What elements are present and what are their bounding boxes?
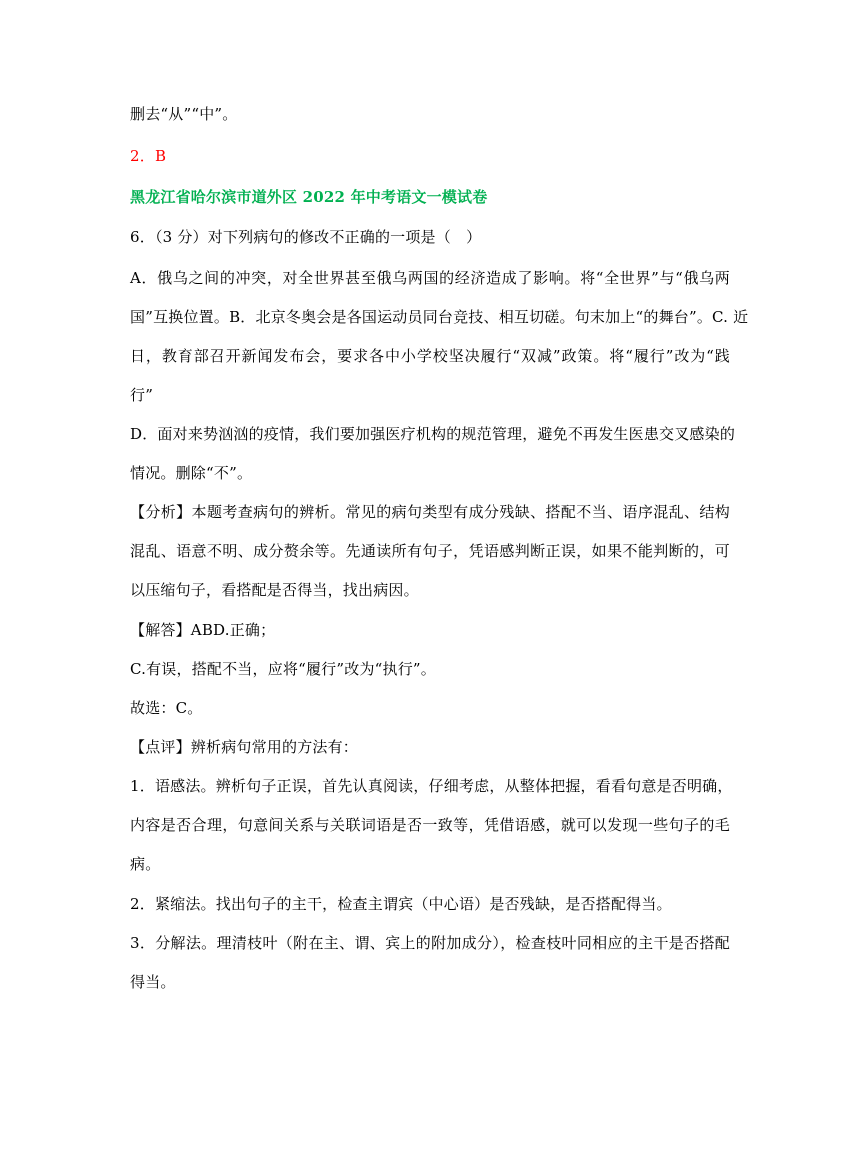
option-b-line: 国”互换位置。B．北京冬奥会是各国运动员同台竞技、相互切磋。句末加上“的舞台”。C. 近 bbox=[130, 308, 749, 326]
option-c-line: 日，教育部召开新闻发布会，要求各中小学校坚决履行“双减”政策。将“履行”改为“践 bbox=[130, 347, 730, 365]
method-3-line: 3．分解法。理清枝叶（附在主、谓、宾上的附加成分），检查枝叶同相应的主干是否搭配 bbox=[130, 934, 730, 952]
solution-line: C.有误，搭配不当，应将“履行”改为“执行”。 bbox=[130, 660, 436, 678]
analysis-line: 混乱、语意不明、成分赘余等。先通读所有句子，凭语感判断正误，如果不能判断的，可 bbox=[130, 542, 730, 560]
question-stem: 6．（3 分）对下列病句的修改不正确的一项是（ ） bbox=[130, 228, 482, 246]
solution-choice: 故选：C。 bbox=[130, 699, 203, 717]
source-title: 黑龙江省哈尔滨市道外区 2022 年中考语文一模试卷 bbox=[130, 188, 488, 206]
previous-answer-tail: 删去“从”“中”。 bbox=[130, 105, 238, 123]
method-1-line: 内容是否合理，句意间关系与关联词语是否一致等，凭借语感，就可以发现一些句子的毛 bbox=[130, 816, 730, 834]
method-2-line: 2．紧缩法。找出句子的主干，检查主谓宾（中心语）是否残缺，是否搭配得当。 bbox=[130, 895, 672, 913]
option-c-line-end: 行” bbox=[130, 386, 154, 404]
method-1-line-end: 病。 bbox=[130, 855, 161, 873]
option-d-line-end: 情况。删除“不”。 bbox=[130, 464, 253, 482]
analysis-line: 【分析】本题考查病句的辨析。常见的病句类型有成分残缺、搭配不当、语序混乱、结构 bbox=[130, 503, 730, 521]
analysis-line-end: 以压缩句子，看搭配是否得当，找出病因。 bbox=[130, 581, 419, 599]
method-1-line: 1．语感法。辨析句子正误，首先认真阅读，仔细考虑，从整体把握，看看句意是否明确， bbox=[130, 777, 733, 795]
solution-line: 【解答】ABD.正确； bbox=[130, 621, 276, 639]
answer-key: 2．B bbox=[130, 147, 167, 165]
method-3-line-end: 得当。 bbox=[130, 973, 176, 991]
option-a-line: A．俄乌之间的冲突，对全世界甚至俄乌两国的经济造成了影响。将“全世界”与“俄乌两 bbox=[130, 269, 730, 287]
option-d-line: D．面对来势汹汹的疫情，我们要加强医疗机构的规范管理，避免不再发生医患交叉感染的 bbox=[130, 425, 736, 443]
comment-heading: 【点评】辨析病句常用的方法有： bbox=[130, 738, 359, 756]
